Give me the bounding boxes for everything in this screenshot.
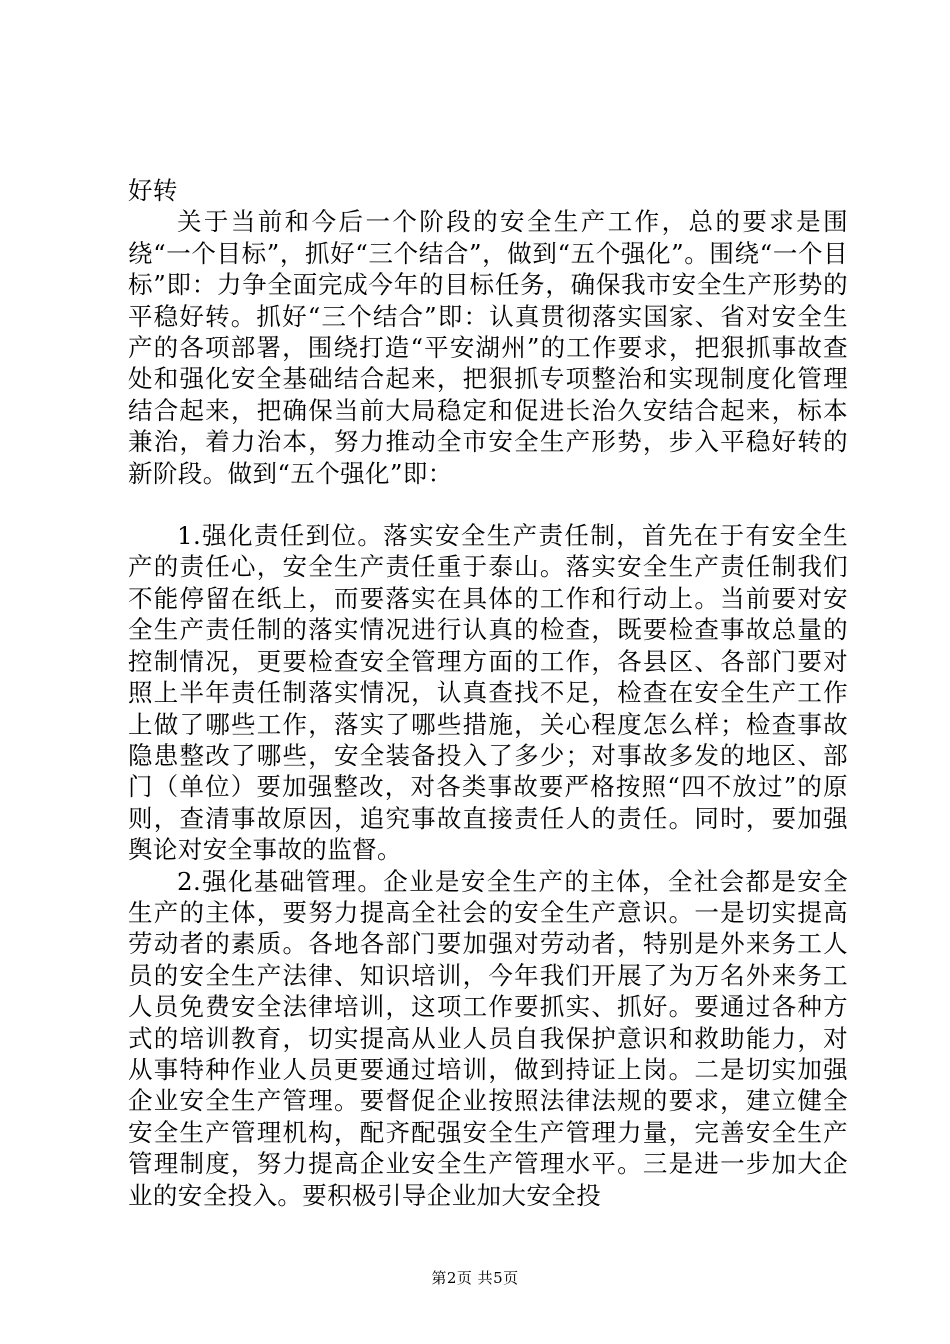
page-footer: 第2页 共5页 bbox=[431, 1269, 519, 1287]
paragraph-responsibility: 1.强化责任到位。落实安全生产责任制，首先在于有安全生产的责任心，安全生产责任重于泰山。落实安全生产责任制我们不能停留在纸上，而要落实在具体的工作和行动上。当前要对安全生产责任制的落实情况进行认真的检查，既要检查事故总量的控制情况，更要检查安全管理方面的工作，各县区、各部门要对照上半年责任制落实情况，认真查找不足，检查在安全生产工作上做了哪些工作，落实了哪些措施，关心程度怎么样；检查事故隐患整改了哪些，安全装备投入了多少；对事故多发的地区、部门（单位）要加强整改，对各类事故要严格按照“四不放过”的原则，查清事故原因，追究事故直接责任人的责任。同时，要加强舆论对安全事故的监督。 bbox=[128, 521, 848, 865]
document-body bbox=[128, 175, 848, 1211]
paragraph-continuation: 好转 bbox=[128, 176, 178, 205]
paragraph-overview: 关于当前和今后一个阶段的安全生产工作，总的要求是围绕“一个目标”，抓好“三个结合”，做到“五个强化”。围绕“一个目标”即：力争全面完成今年的目标任务，确保我市安全生产形势的平稳好转。抓好“三个结合”即：认真贯彻落实国家、省对安全生产的各项部署，围绕打造“平安湖州”的工作要求，把狠抓事故查处和强化安全基础结合起来，把狠抓专项整治和实现制度化管理结合起来，把确保当前大局稳定和促进长治久安结合起来，标本兼治，着力治本，努力推动全市安全生产形势，步入平稳好转的新阶段。做到“五个强化”即： bbox=[128, 207, 848, 488]
paragraph-basic-management: 2.强化基础管理。企业是安全生产的主体，全社会都是安全生产的主体，要努力提高全社会的安全生产意识。一是切实提高劳动者的素质。各地各部门要加强对劳动者，特别是外来务工人员的安全生产法律、知识培训，今年我们开展了为万名外来务工人员免费安全法律培训，这项工作要抓实、抓好。要通过各种方式的培训教育，切实提高从业人员自我保护意识和救助能力，对从事特种作业人员更要通过培训，做到持证上岗。二是切实加强企业安全生产管理。要督促企业按照法律法规的要求，建立健全安全生产管理机构，配齐配强安全生产管理力量，完善安全生产管理制度，努力提高企业安全生产管理水平。三是进一步加大企业的安全投入。要积极引导企业加大安全投 bbox=[128, 866, 848, 1210]
